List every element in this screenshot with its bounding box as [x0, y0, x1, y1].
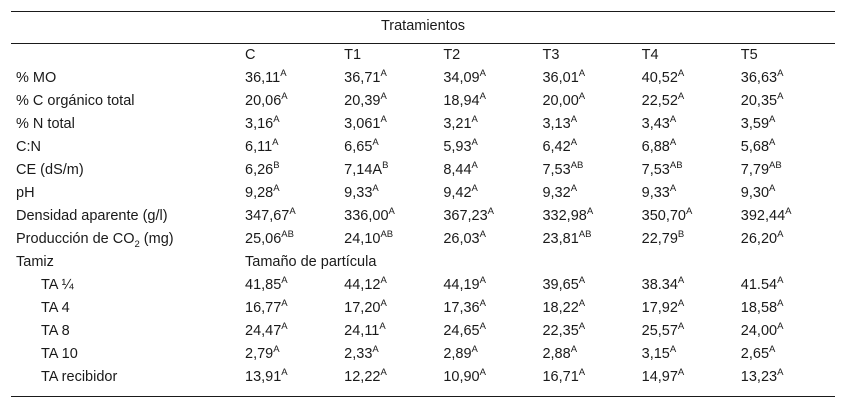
cell-significance: A [487, 206, 495, 218]
cell-value: 18,22 [542, 300, 579, 316]
value-cell [240, 205, 339, 228]
cell-significance: A [273, 114, 280, 126]
cell-value: 3,43 [641, 116, 670, 132]
value-cell [438, 228, 537, 251]
cell-value: 2,33 [344, 346, 373, 362]
cell-significance: A [777, 68, 784, 80]
value-cell [537, 343, 636, 366]
value-cell [438, 90, 537, 113]
cell-value: 40,52 [641, 70, 678, 86]
cell-significance: A [272, 137, 279, 149]
table-body [11, 44, 835, 389]
row-label: TA 8 [41, 323, 70, 339]
cell-value: 2,65 [740, 346, 770, 362]
value-cell [438, 182, 537, 205]
cell-value: 26,20 [740, 231, 778, 247]
cell-significance: A [372, 344, 379, 356]
value-cell [240, 113, 339, 136]
cell-value: 367,23 [443, 208, 488, 224]
cell-significance: A [479, 298, 486, 310]
cell-value: 3,15 [641, 346, 670, 362]
row-label-subscript: 2 [134, 238, 140, 250]
cell-significance: AB [380, 229, 394, 241]
cell-significance: A [281, 298, 288, 310]
cell-value: 332,98 [542, 208, 587, 224]
cell-value: 36,63 [740, 70, 778, 86]
cell-value: 336,00 [344, 208, 389, 224]
value-cell [637, 159, 736, 182]
table-row [11, 159, 835, 182]
cell-value: 2,88 [542, 346, 571, 362]
cell-significance: A [281, 275, 288, 287]
cell-significance: A [479, 229, 486, 241]
value-cell [537, 90, 636, 113]
value-cell [537, 136, 636, 159]
cell-value: 13,23 [740, 369, 778, 385]
row-label: C:N [16, 139, 41, 155]
cell-value: 44,19 [443, 277, 480, 293]
tamiz-label: Tamiz [16, 254, 54, 270]
cell-value: 26,03 [443, 231, 480, 247]
cell-value: 25,57 [641, 323, 678, 339]
cell-value: 13,91 [245, 369, 282, 385]
cell-significance: A [785, 206, 792, 218]
header-cell: T3 [542, 47, 560, 63]
cell-significance: A [479, 367, 486, 379]
cell-value: 7,79 [740, 162, 770, 178]
top-rule [11, 11, 835, 12]
value-cell [637, 343, 736, 366]
value-cell [537, 67, 636, 90]
tamiz-row [11, 251, 835, 274]
header-cell: C [245, 47, 256, 63]
cell-significance: B [273, 160, 280, 172]
cell-value: 6,11 [245, 139, 273, 155]
row-label: CE (dS/m) [16, 162, 84, 178]
value-cell [637, 67, 736, 90]
value-cell [240, 343, 339, 366]
value-cell [537, 182, 636, 205]
cell-significance: A [677, 275, 685, 287]
cell-value: 23,81 [542, 231, 579, 247]
cell-value: 17,36 [443, 300, 480, 316]
value-cell [438, 297, 537, 320]
cell-significance: A [578, 91, 586, 103]
cell-value: 10,90 [443, 369, 480, 385]
cell-value: 5,93 [443, 139, 472, 155]
value-cell [240, 182, 339, 205]
cell-value: 20,06 [245, 93, 282, 109]
cell-value: 9,30 [740, 185, 770, 201]
cell-significance: A [479, 91, 486, 103]
value-cell [537, 205, 636, 228]
cell-value: 36,01 [542, 70, 579, 86]
data-table [11, 44, 835, 389]
cell-significance: A [388, 206, 395, 218]
value-cell [438, 274, 537, 297]
value-cell [736, 182, 835, 205]
value-cell [736, 113, 835, 136]
value-cell [637, 90, 736, 113]
cell-value: 9,33 [344, 185, 373, 201]
cell-value: 20,39 [344, 93, 381, 109]
row-label: % MO [16, 70, 57, 86]
header-cell: T1 [344, 47, 362, 63]
cell-value: 16,71 [542, 369, 579, 385]
header-cell: T4 [641, 47, 659, 63]
value-cell [637, 297, 736, 320]
table-row [11, 136, 835, 159]
cell-significance: A [777, 367, 784, 379]
cell-value: 36,71 [344, 70, 381, 86]
value-cell [537, 297, 636, 320]
cell-significance: A [669, 137, 677, 149]
cell-value: 17,92 [641, 300, 678, 316]
cell-significance: A [578, 298, 586, 310]
cell-significance: A [479, 68, 486, 80]
cell-significance: AB [578, 229, 592, 241]
cell-value: 36,11 [245, 70, 281, 86]
header-cell: T5 [740, 47, 758, 63]
cell-significance: A [578, 275, 586, 287]
cell-significance: A [380, 275, 387, 287]
header-cell [11, 44, 240, 67]
value-cell [736, 136, 835, 159]
value-cell [637, 274, 736, 297]
value-cell [339, 159, 438, 182]
header-cell: T2 [443, 47, 461, 63]
cell-significance: A [669, 344, 677, 356]
value-cell [736, 320, 835, 343]
cell-significance: AB [281, 229, 294, 241]
value-cell [736, 343, 835, 366]
cell-significance: A [372, 183, 379, 195]
value-cell [537, 113, 636, 136]
row-label: pH [16, 185, 35, 201]
cell-value: 14,97 [641, 369, 678, 385]
value-cell [537, 274, 636, 297]
cell-value: 2,79 [245, 346, 274, 362]
cell-value: 25,06 [245, 231, 282, 247]
cell-significance: B [677, 229, 685, 241]
table-row [11, 366, 835, 389]
cell-significance: A [685, 206, 693, 218]
value-cell [637, 113, 736, 136]
cell-significance: A [479, 275, 486, 287]
value-cell [438, 136, 537, 159]
cell-value: 20,00 [542, 93, 579, 109]
cell-significance: A [677, 321, 685, 333]
value-cell [339, 113, 438, 136]
cell-significance: A [586, 206, 594, 218]
value-cell [736, 67, 835, 90]
cell-significance: A [380, 367, 387, 379]
cell-significance: A [380, 298, 387, 310]
cell-value: 24,10 [344, 231, 381, 247]
header-row [11, 44, 835, 67]
value-cell [339, 205, 438, 228]
cell-value: 44,12 [344, 277, 381, 293]
value-cell [339, 67, 438, 90]
value-cell [240, 67, 339, 90]
cell-significance: A [281, 91, 288, 103]
cell-significance: A [471, 137, 478, 149]
cell-value: 18,94 [443, 93, 480, 109]
cell-value: 3,061 [344, 116, 381, 132]
cell-significance: A [677, 68, 685, 80]
cell-value: 8,44 [443, 162, 472, 178]
value-cell [240, 320, 339, 343]
cell-significance: A [379, 321, 386, 333]
row-label: TA ¼ [41, 277, 74, 293]
cell-value: 347,67 [245, 208, 290, 224]
cell-significance: A [769, 344, 776, 356]
table-caption: Tratamientos [380, 18, 466, 34]
value-cell [240, 297, 339, 320]
table-row [11, 113, 835, 136]
cell-significance: A [570, 344, 578, 356]
cell-value: 24,65 [443, 323, 480, 339]
value-cell [339, 90, 438, 113]
value-cell [339, 320, 438, 343]
cell-value: 24,00 [740, 323, 778, 339]
value-cell [339, 297, 438, 320]
cell-significance: A [471, 160, 478, 172]
cell-value: 392,44 [740, 208, 786, 224]
cell-significance: A [777, 298, 784, 310]
value-cell [637, 366, 736, 389]
cell-value: 22,79 [641, 231, 678, 247]
cell-value: 6,42 [542, 139, 571, 155]
cell-significance: A [289, 206, 296, 218]
cell-significance: A [471, 183, 478, 195]
cell-value: 7,53 [641, 162, 670, 178]
cell-value: 34,09 [443, 70, 480, 86]
cell-significance: A [273, 344, 280, 356]
row-label [11, 228, 240, 251]
value-cell [240, 228, 339, 251]
row-label: TA 4 [41, 300, 70, 316]
value-cell [438, 67, 537, 90]
value-cell [438, 366, 537, 389]
cell-significance: A [777, 275, 784, 287]
cell-significance: A [372, 137, 379, 149]
value-cell [240, 366, 339, 389]
cell-significance: A [570, 114, 578, 126]
value-cell [537, 228, 636, 251]
cell-significance: A [777, 91, 784, 103]
cell-significance: A [578, 321, 586, 333]
cell-value: 17,20 [344, 300, 381, 316]
value-cell [438, 113, 537, 136]
cell-value: 22,52 [641, 93, 678, 109]
cell-significance: AB [570, 160, 584, 172]
cell-significance: A [769, 137, 776, 149]
value-cell [736, 297, 835, 320]
value-cell [240, 159, 339, 182]
table-row [11, 343, 835, 366]
row-label: Densidad aparente (g/l) [16, 208, 168, 224]
value-cell [537, 320, 636, 343]
value-cell [438, 343, 537, 366]
cell-value: 9,28 [245, 185, 274, 201]
cell-significance: A [677, 298, 685, 310]
value-cell [736, 228, 835, 251]
cell-significance: A [380, 114, 387, 126]
table-row [11, 320, 835, 343]
value-cell [637, 182, 736, 205]
bottom-rule [11, 396, 835, 397]
cell-value: 9,42 [443, 185, 472, 201]
cell-significance: A [769, 114, 776, 126]
cell-value: 16,77 [245, 300, 282, 316]
table-row [11, 274, 835, 297]
value-cell [637, 205, 736, 228]
table-row [11, 228, 835, 251]
cell-value: 7,53 [542, 162, 571, 178]
value-cell [736, 159, 835, 182]
value-cell [339, 366, 438, 389]
cell-significance: A [570, 183, 578, 195]
cell-value: 22,35 [542, 323, 579, 339]
row-label: % N total [16, 116, 75, 132]
value-cell [339, 228, 438, 251]
value-cell [339, 274, 438, 297]
table-row [11, 182, 835, 205]
cell-value: 18,58 [740, 300, 778, 316]
cell-value: 39,65 [542, 277, 579, 293]
cell-significance: A [677, 91, 685, 103]
cell-significance: B [382, 160, 389, 172]
cell-significance: A [479, 321, 486, 333]
cell-value: 3,59 [740, 116, 770, 132]
cell-value: 6,26 [245, 162, 274, 178]
cell-significance: A [273, 183, 280, 195]
cell-value: 41,85 [245, 277, 282, 293]
value-cell [339, 182, 438, 205]
value-cell [637, 136, 736, 159]
cell-value: 5,68 [740, 139, 770, 155]
cell-significance: A [578, 367, 586, 379]
cell-significance: A [669, 114, 677, 126]
cell-value: 350,70 [641, 208, 686, 224]
cell-value: 7,14A [344, 162, 383, 178]
row-label: % C orgánico total [16, 93, 135, 109]
value-cell [537, 159, 636, 182]
cell-significance: A [380, 91, 387, 103]
value-cell [438, 320, 537, 343]
value-cell [339, 343, 438, 366]
value-cell [736, 90, 835, 113]
table-row [11, 90, 835, 113]
cell-significance: A [769, 183, 776, 195]
table-row [11, 67, 835, 90]
cell-significance: AB [769, 160, 782, 172]
value-cell [736, 274, 835, 297]
cell-significance: A [570, 137, 578, 149]
value-cell [240, 90, 339, 113]
cell-significance: A [578, 68, 586, 80]
row-label-text: (mg) [139, 231, 174, 247]
value-cell [339, 136, 438, 159]
cell-value: 3,21 [443, 116, 472, 132]
cell-value: 24,11 [344, 323, 380, 339]
cell-significance: A [669, 183, 677, 195]
particle-size-subheader: Tamaño de partícula [245, 254, 377, 270]
cell-value: 6,65 [344, 139, 373, 155]
cell-value: 2,89 [443, 346, 472, 362]
row-label: TA 10 [41, 346, 78, 362]
cell-value: 24,47 [245, 323, 282, 339]
cell-value: 3,13 [542, 116, 571, 132]
value-cell [438, 159, 537, 182]
cell-value: 20,35 [740, 93, 778, 109]
cell-significance: A [380, 68, 387, 80]
value-cell [240, 136, 339, 159]
cell-significance: A [471, 114, 478, 126]
value-cell [240, 274, 339, 297]
value-cell [736, 366, 835, 389]
value-cell [637, 228, 736, 251]
cell-significance: A [777, 229, 784, 241]
cell-significance: A [677, 367, 685, 379]
cell-significance: AB [669, 160, 683, 172]
cell-value: 41.54 [740, 277, 778, 293]
cell-value: 9,33 [641, 185, 670, 201]
value-cell [537, 366, 636, 389]
cell-value: 6,88 [641, 139, 670, 155]
cell-significance: A [281, 367, 288, 379]
value-cell [736, 205, 835, 228]
cell-value: 9,32 [542, 185, 571, 201]
cell-value: 38.34 [641, 277, 678, 293]
table-row [11, 205, 835, 228]
row-label: TA recibidor [41, 369, 118, 385]
cell-value: 3,16 [245, 116, 274, 132]
cell-value: 12,22 [344, 369, 381, 385]
table-row [11, 297, 835, 320]
cell-significance: A [471, 344, 478, 356]
value-cell [637, 320, 736, 343]
row-label-text: Producción de CO [16, 231, 135, 247]
cell-significance: A [280, 68, 287, 80]
value-cell [438, 205, 537, 228]
cell-significance: A [777, 321, 784, 333]
cell-significance: A [281, 321, 288, 333]
